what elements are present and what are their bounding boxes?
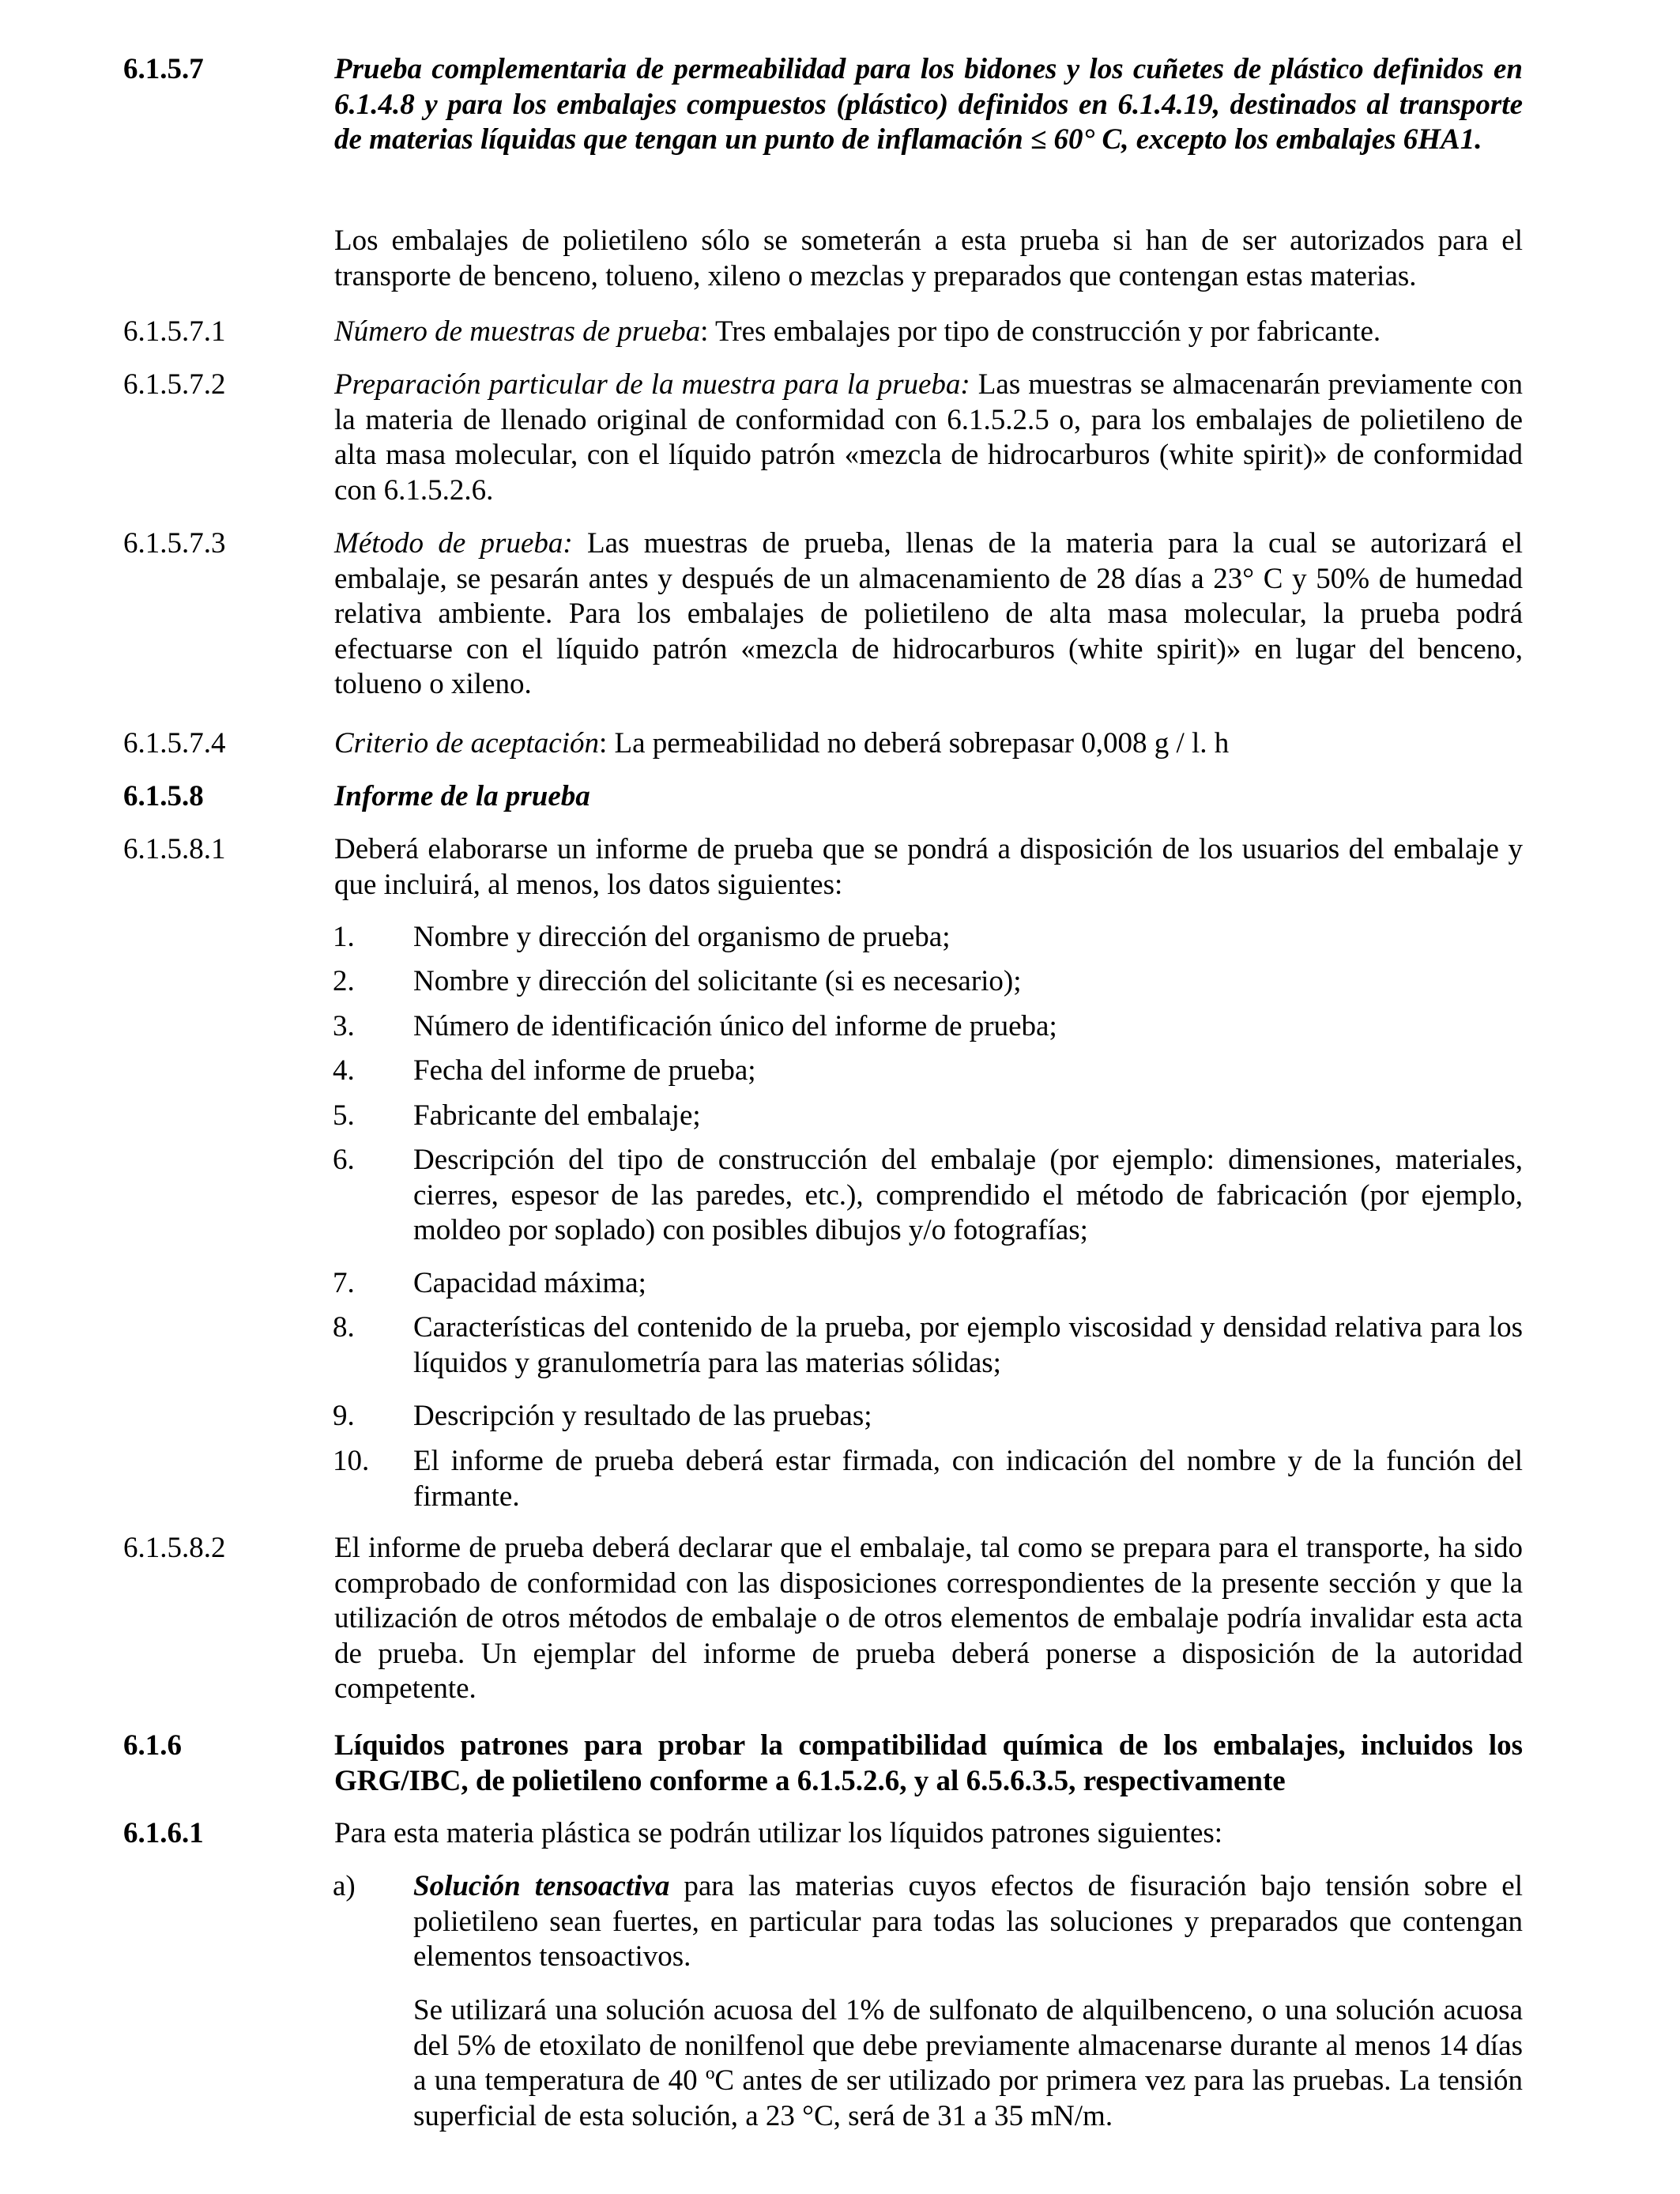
list-item-text: Número de identificación único del informe de prueba;	[413, 1010, 1057, 1042]
list-item-number: 10.	[333, 1445, 370, 1477]
list-item-number: 1.	[333, 921, 355, 953]
list-item-text: Descripción y resultado de las pruebas;	[413, 1400, 872, 1432]
list-item-text: El informe de prueba deberá estar firmada, con indicación del nombre y de la función del firmante.	[413, 1445, 1523, 1513]
section-label: Criterio de aceptación	[334, 727, 599, 760]
section-number: 6.1.5.7.1	[123, 315, 226, 348]
section-text: : La permeabilidad no deberá sobrepasar 0,008 g / l. h	[599, 727, 1230, 760]
section-label: Preparación particular de la muestra para la prueba:	[334, 368, 970, 401]
section-label: Número de muestras de prueba	[334, 315, 701, 348]
list-item-number: 3.	[333, 1010, 355, 1042]
section-body	[334, 526, 1523, 703]
section-number: 6.1.5.7	[123, 53, 204, 85]
section-text: Deberá elaborarse un informe de prueba que se pondrá a disposición de los usuarios del embalaje y que incluirá, al menos, los datos siguientes:	[334, 833, 1523, 901]
section-number: 6.1.5.8.2	[123, 1532, 226, 1564]
list-item-text: Nombre y dirección del solicitante (si es necesario);	[413, 965, 1022, 997]
section-number: 6.1.5.7.2	[123, 368, 226, 401]
section-title: Informe de la prueba	[334, 780, 590, 812]
section-body	[334, 368, 1523, 508]
list-item-text: Nombre y dirección del organismo de prueba;	[413, 921, 951, 953]
list-item-label: Solución tensoactiva	[413, 1870, 670, 1902]
list-item-number: 2.	[333, 965, 355, 997]
section-text: Las muestras de prueba, llenas de la materia para la cual se autorizará el embalaje, se pesarán antes y después de un almacenamiento de 28 días a 23° C y 50% de humedad relativa ambiente. Para los embalajes de polietileno de alta masa molecular, la prueba podrá efectuarse con el líquido patrón «mezcla de hidrocarburos (white spirit)» en lugar del benceno, tolueno o xileno.	[334, 527, 1523, 700]
list-item-number: 9.	[333, 1400, 355, 1432]
section-number: 6.1.5.7.4	[123, 727, 226, 760]
section-text: Para esta materia plástica se podrán utilizar los líquidos patrones siguientes:	[334, 1817, 1223, 1849]
paragraph-text: Los embalajes de polietileno sólo se someterán a esta prueba si han de ser autorizados para el transporte de benceno, tolueno, xileno o mezclas y preparados que contengan estas materias.	[334, 224, 1523, 292]
section-label: Método de prueba:	[334, 527, 573, 560]
list-item-number: 7.	[333, 1267, 355, 1299]
list-item-letter: a)	[333, 1870, 356, 1902]
section-text: Las muestras se almacenarán previamente con la materia de llenado original de conformidad con 6.1.5.2.5 o, para los embalajes de polietileno de alta masa molecular, con el líquido patrón «mezcla de hidrocarburos (white spirit)» de conformidad con 6.1.5.2.6.	[334, 368, 1523, 507]
section-number: 6.1.5.7.3	[123, 527, 226, 560]
list-item-number: 8.	[333, 1311, 355, 1344]
section-title: Prueba complementaria de permeabilidad para los bidones y los cuñetes de plástico definidos en 6.1.4.8 y para los embalajes compuestos (plástico) definidos en 6.1.4.19, destinados al transporte de materias líquidas que tengan un punto de inflamación ≤ 60° C, excepto los embalajes 6HA1.	[334, 53, 1523, 156]
list-item-number: 6.	[333, 1144, 355, 1176]
list-item-text: Características del contenido de la prueba, por ejemplo viscosidad y densidad relativa para los líquidos y granulometría para las materias sólidas;	[413, 1311, 1523, 1379]
list-item-text: Descripción del tipo de construcción del embalaje (por ejemplo: dimensiones, materiales, cierres, espesor de las paredes, etc.), comprendido el método de fabricación (por ejemplo, moldeo por soplado) con posibles dibujos y/o fotografías;	[413, 1144, 1523, 1246]
section-number: 6.1.6	[123, 1729, 182, 1762]
section-body	[334, 315, 1523, 350]
section-text: El informe de prueba deberá declarar que el embalaje, tal como se prepara para el transporte, ha sido comprobado de conformidad con las disposiciones correspondientes de la presente sección y que la utilización de otros métodos de embalaje o de otros elementos de embalaje podría invalidar esta acta de prueba. Un ejemplar del informe de prueba deberá ponerse a disposición de la autoridad competente.	[334, 1532, 1523, 1705]
list-item-number: 5.	[333, 1099, 355, 1132]
list-item-text: Fecha del informe de prueba;	[413, 1054, 756, 1087]
section-number: 6.1.5.8	[123, 780, 204, 812]
section-number: 6.1.5.8.1	[123, 833, 226, 865]
list-item-text	[413, 1869, 1523, 1975]
list-item-number: 4.	[333, 1054, 355, 1087]
list-item-paragraph-text: Se utilizará una solución acuosa del 1% de sulfonato de alquilbenceno, o una solución acuosa del 5% de etoxilato de nonilfenol que debe previamente almacenarse durante al menos 14 días a una temperatura de 40 ºC antes de ser utilizado por primera vez para las pruebas. La tensión superficial de esta solución, a 23 °C, será de 31 a 35 mN/m.	[413, 1994, 1523, 2132]
list-item-text: Fabricante del embalaje;	[413, 1099, 701, 1132]
section-body	[334, 726, 1523, 762]
section-text: : Tres embalajes por tipo de construcción y por fabricante.	[700, 315, 1381, 348]
section-number: 6.1.6.1	[123, 1817, 204, 1849]
list-item-text: Capacidad máxima;	[413, 1267, 646, 1299]
list-item-body: para las materias cuyos efectos de fisuración bajo tensión sobre el polietileno sean fuertes, en particular para todas las soluciones y preparados que contengan elementos tensoactivos.	[413, 1870, 1523, 1973]
section-title: Líquidos patrones para probar la compatibilidad química de los embalajes, incluidos los GRG/IBC, de polietileno conforme a 6.1.5.2.6, y al 6.5.6.3.5, respectivamente	[334, 1729, 1523, 1797]
